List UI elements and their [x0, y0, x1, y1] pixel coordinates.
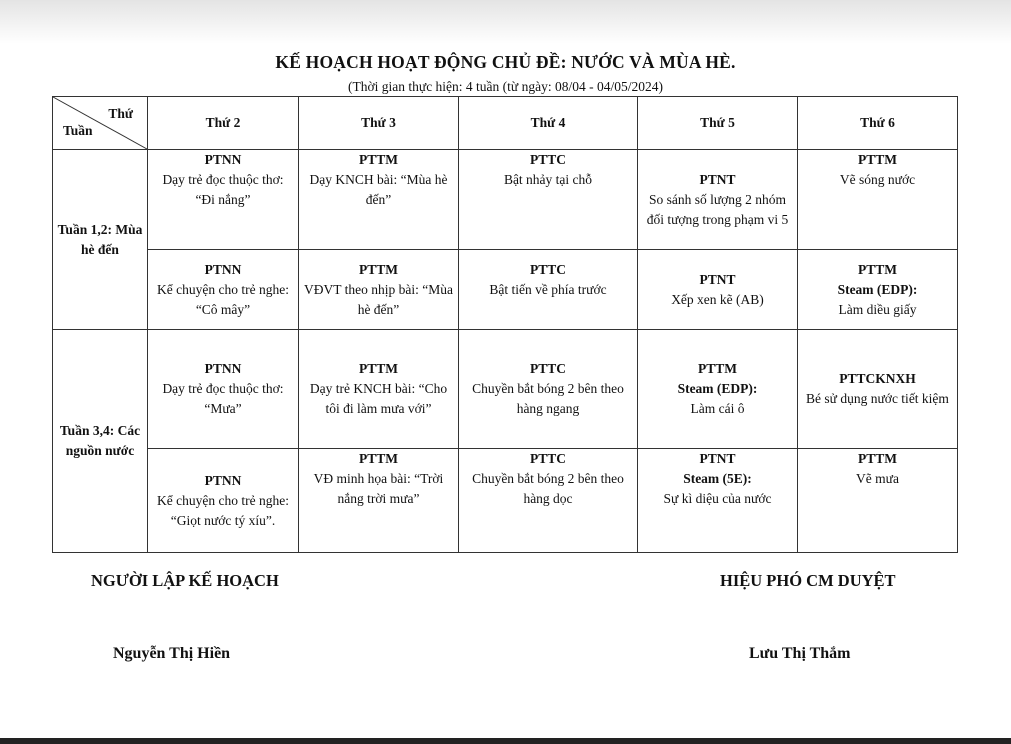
activity-cell — [638, 449, 798, 553]
corner-week-label: Tuần — [63, 123, 93, 138]
header-row — [53, 97, 958, 150]
activity-cell — [299, 250, 459, 330]
table-row — [53, 150, 958, 250]
activity-cell — [459, 250, 638, 330]
corner-cell — [53, 97, 148, 150]
activity-cell — [148, 150, 299, 250]
activity-cell — [299, 150, 459, 250]
activity-code: PTTM — [858, 451, 897, 466]
activity-cell — [148, 449, 299, 553]
activity-text: Xếp xen kẽ (AB) — [671, 291, 764, 307]
activity-text: So sánh số lượng 2 nhóm đối tượng trong phạm vi 5 — [646, 191, 789, 227]
activity-text: Vẽ sóng nước — [839, 172, 916, 187]
planner-signature-title: NGƯỜI LẬP KẾ HOẠCH — [91, 571, 279, 590]
table-row — [53, 250, 958, 330]
plan-table — [52, 96, 958, 553]
activity-text: Làm diều giấy — [838, 301, 917, 317]
activity-code: PTNN — [204, 152, 242, 167]
day-header: Thứ 6 — [798, 97, 958, 150]
activity-cell — [798, 150, 958, 250]
activity-code: PTNT — [699, 171, 736, 187]
activity-code: PTTM — [858, 261, 897, 277]
activity-cell — [638, 250, 798, 330]
activity-text: Dạy KNCH bài: “Mùa hè đến” — [309, 172, 448, 207]
approver-signature-title: HIỆU PHÓ CM DUYỆT — [720, 571, 896, 590]
activity-code: PTTM — [698, 361, 737, 376]
activity-code: PTTM — [359, 152, 398, 167]
activity-code: PTTC — [529, 152, 566, 167]
activity-text: VĐVT theo nhịp bài: “Mùa hè đến” — [304, 281, 453, 317]
week-group-label: Tuần 3,4: Các nguồn nước — [53, 330, 148, 553]
document-title: KẾ HOẠCH HOẠT ĐỘNG CHỦ ĐỀ: NƯỚC VÀ MÙA HÈ. — [275, 52, 736, 72]
activity-code: PTNT — [699, 271, 736, 287]
activity-text: Dạy trẻ đọc thuộc thơ: “Mưa” — [162, 381, 284, 416]
activity-text: Chuyền bắt bóng 2 bên theo hàng dọc — [472, 471, 624, 506]
activity-cell — [459, 330, 638, 449]
activity-cell — [459, 150, 638, 250]
document-subtitle: (Thời gian thực hiện: 4 tuần (từ ngày: 08/04 - 04/05/2024) — [348, 79, 663, 94]
page-top-shadow — [0, 0, 1011, 44]
table-row — [53, 449, 958, 553]
activity-cell — [299, 330, 459, 449]
day-header: Thứ 2 — [148, 97, 299, 150]
activity-steam-label: Steam (EDP): — [677, 381, 758, 396]
day-header: Thứ 3 — [299, 97, 459, 150]
activity-code: PTTM — [858, 152, 897, 167]
activity-text: Bật nhảy tại chỗ — [503, 172, 593, 187]
activity-cell — [299, 449, 459, 553]
activity-code: PTTCKNXH — [839, 371, 916, 386]
activity-code: PTTC — [529, 262, 566, 277]
day-header: Thứ 5 — [638, 97, 798, 150]
activity-code: PTTM — [359, 261, 398, 277]
activity-cell — [798, 330, 958, 449]
approver-name: Lưu Thị Thắm — [749, 645, 851, 662]
activity-cell — [148, 330, 299, 449]
activity-code: PTNT — [699, 451, 736, 466]
activity-text: Bé sử dụng nước tiết kiệm — [806, 391, 949, 406]
activity-code: PTTC — [529, 361, 566, 376]
activity-steam-label: Steam (EDP): — [837, 281, 918, 297]
planner-name: Nguyễn Thị Hiền — [113, 645, 231, 662]
activity-code: PTTM — [359, 361, 398, 376]
activity-cell — [638, 330, 798, 449]
activity-code: PTNN — [204, 472, 242, 488]
activity-cell — [798, 449, 958, 553]
activity-cell — [638, 150, 798, 250]
activity-text: Làm cái ô — [690, 401, 745, 416]
table-row — [53, 330, 958, 449]
activity-text: Dạy trẻ KNCH bài: “Cho tôi đi làm mưa với” — [309, 381, 448, 416]
day-header: Thứ 4 — [459, 97, 638, 150]
activity-code: PTTC — [529, 451, 566, 466]
activity-text: VĐ minh họa bài: “Trời nắng trời mưa” — [313, 471, 444, 506]
activity-text: Bật tiến về phía trước — [489, 282, 607, 297]
activity-code: PTNN — [204, 261, 242, 277]
activity-cell — [798, 250, 958, 330]
activity-cell — [459, 449, 638, 553]
week-group-label: Tuần 1,2: Mùa hè đến — [53, 150, 148, 330]
activity-text: Kể chuyện cho trẻ nghe: “Giọt nước tý xíu”. — [157, 492, 289, 528]
activity-text: Chuyền bắt bóng 2 bên theo hàng ngang — [472, 381, 624, 416]
activity-cell — [148, 250, 299, 330]
corner-day-label: Thứ — [108, 106, 133, 121]
activity-code: PTTM — [359, 451, 398, 466]
activity-code: PTNN — [204, 361, 242, 376]
activity-steam-label: Steam (5E): — [683, 471, 752, 486]
activity-text: Dạy trẻ đọc thuộc thơ: “Đi nắng” — [162, 172, 284, 207]
activity-text: Sự kì diệu của nước — [663, 491, 772, 506]
activity-text: Kể chuyện cho trẻ nghe: “Cô mây” — [157, 281, 289, 317]
activity-text: Vẽ mưa — [856, 471, 899, 486]
page-bottom-edge — [0, 738, 1011, 744]
